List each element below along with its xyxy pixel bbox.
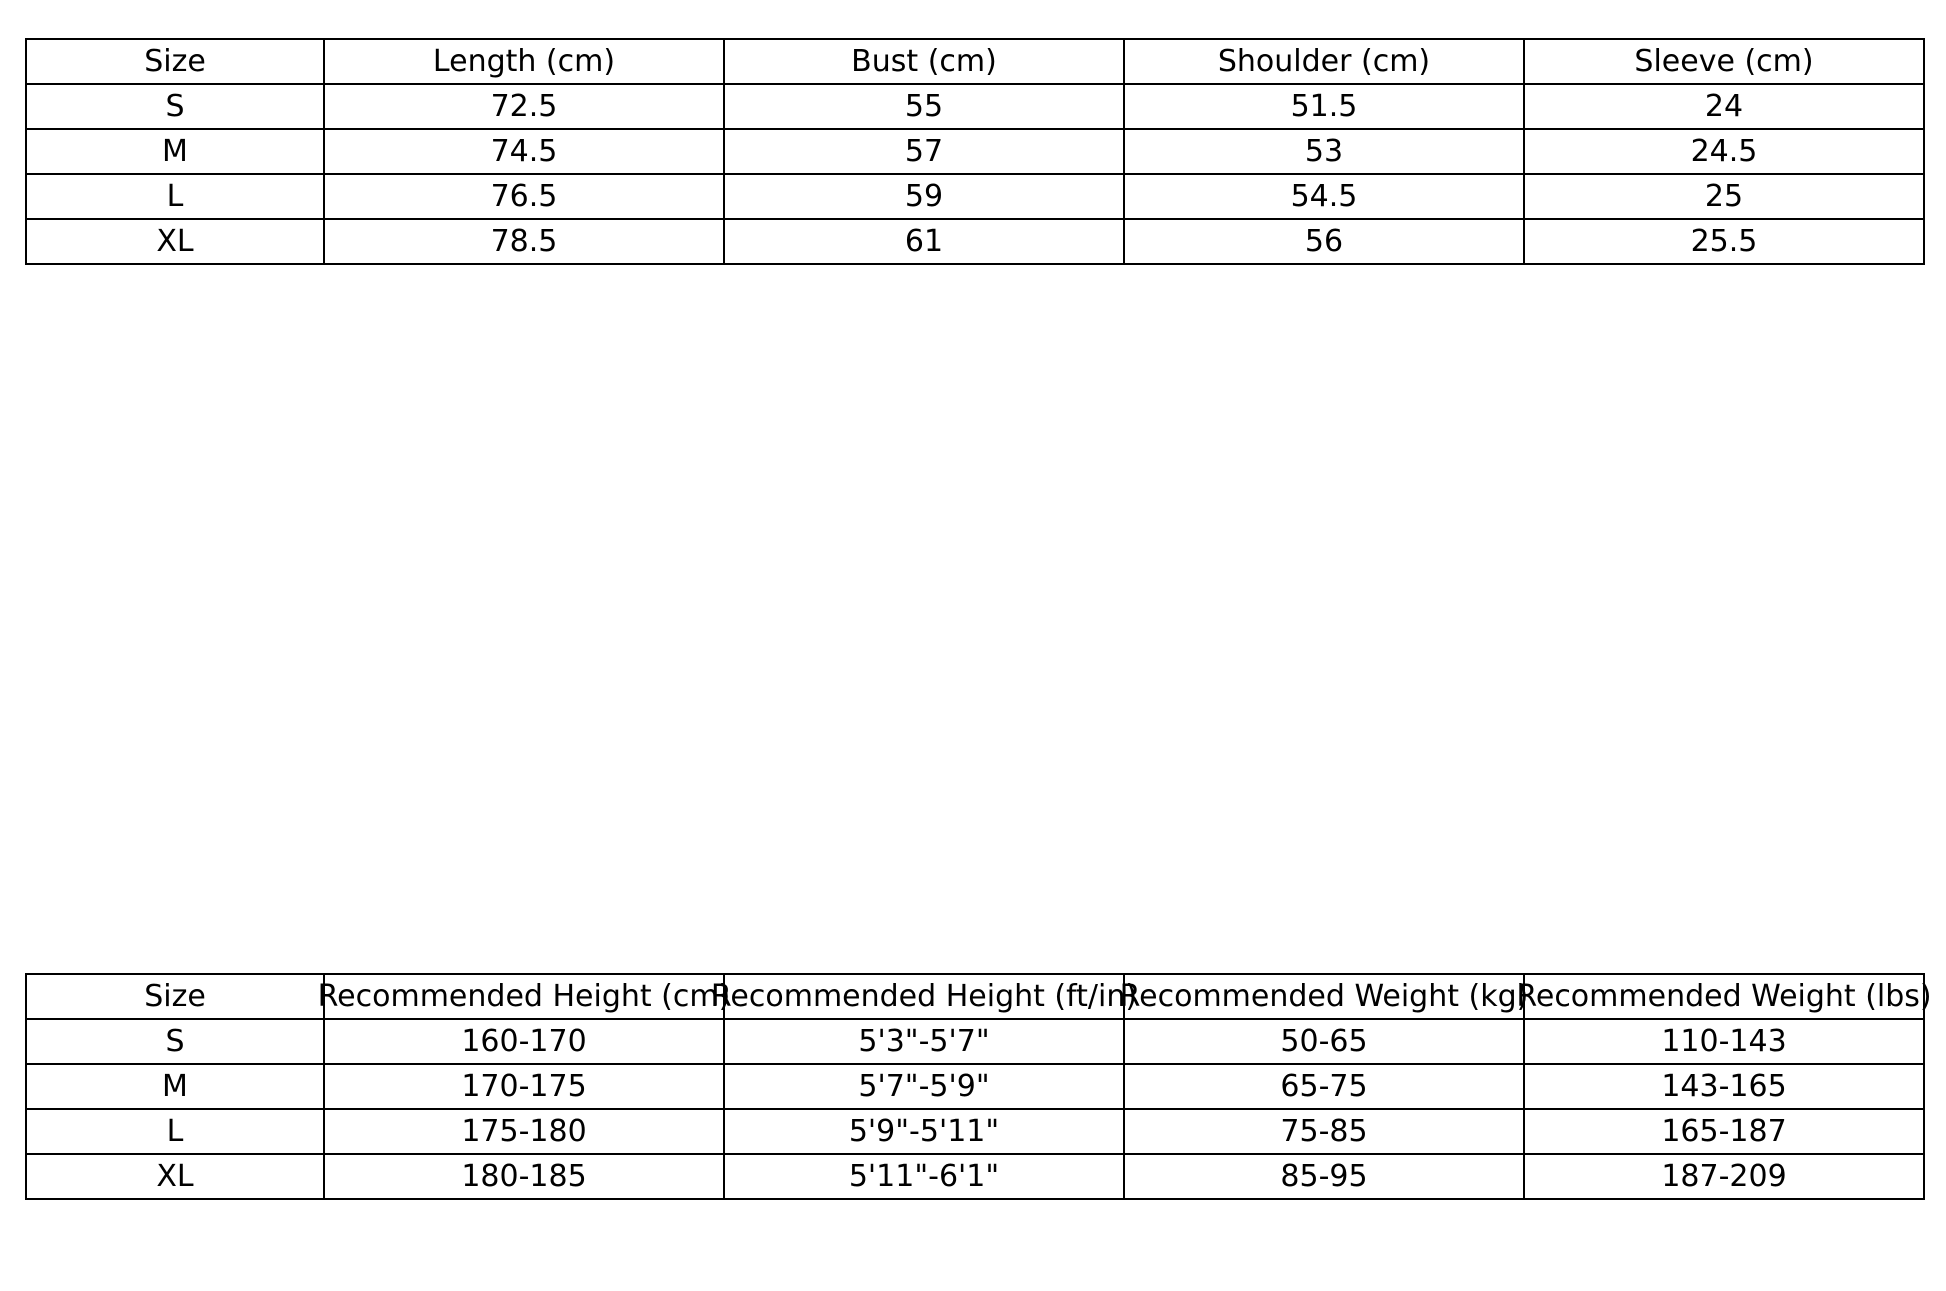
- cell-weight-kg: 50-65: [1124, 1019, 1524, 1064]
- cell-sleeve: 25: [1524, 174, 1924, 219]
- cell-size: M: [26, 129, 324, 174]
- cell-height-ftin: 5'3"-5'7": [724, 1019, 1124, 1064]
- column-header-size-label: Size: [144, 978, 206, 1014]
- column-header-size: [26, 974, 324, 1019]
- cell-bust: 59: [724, 174, 1124, 219]
- column-header-size: Size: [26, 39, 324, 84]
- cell-weight-lbs: 165-187: [1524, 1109, 1924, 1154]
- table-row: [26, 174, 1924, 219]
- cell-size: XL: [26, 219, 324, 264]
- cell-height-ftin: 5'7"-5'9": [724, 1064, 1124, 1109]
- garment-measurements-table: [25, 38, 1925, 265]
- cell-weight-kg: 65-75: [1124, 1064, 1524, 1109]
- column-header-weight-lbs-label: Recommended Weight (lbs): [1516, 978, 1932, 1014]
- column-header-height-ftin-label: Recommended Height (ft/in): [710, 978, 1138, 1014]
- cell-height-cm: 170-175: [324, 1064, 724, 1109]
- cell-bust: 61: [724, 219, 1124, 264]
- column-header-height-cm: [317, 974, 731, 1019]
- cell-shoulder: 53: [1124, 129, 1524, 174]
- cell-weight-kg: 85-95: [1124, 1154, 1524, 1199]
- table-row: [26, 84, 1924, 129]
- column-header-height-ftin: [710, 974, 1138, 1019]
- cell-height-cm: 180-185: [324, 1154, 724, 1199]
- cell-height-ftin: 5'9"-5'11": [724, 1109, 1124, 1154]
- table-row: [26, 219, 1924, 264]
- cell-weight-lbs: 143-165: [1524, 1064, 1924, 1109]
- column-header-shoulder: Shoulder (cm): [1124, 39, 1524, 84]
- cell-shoulder: 54.5: [1124, 174, 1524, 219]
- cell-weight-kg: 75-85: [1124, 1109, 1524, 1154]
- cell-sleeve: 24.5: [1524, 129, 1924, 174]
- table-row: [26, 1154, 1924, 1199]
- cell-size: XL: [26, 1154, 324, 1199]
- cell-bust: 55: [724, 84, 1124, 129]
- column-header-weight-lbs: [1516, 974, 1932, 1019]
- cell-size: S: [26, 84, 324, 129]
- cell-sleeve: 24: [1524, 84, 1924, 129]
- table-header-row: [26, 39, 1924, 84]
- cell-length: 76.5: [324, 174, 724, 219]
- cell-size: M: [26, 1064, 324, 1109]
- cell-size: S: [26, 1019, 324, 1064]
- cell-weight-lbs: 110-143: [1524, 1019, 1924, 1064]
- cell-bust: 57: [724, 129, 1124, 174]
- cell-height-cm: 175-180: [324, 1109, 724, 1154]
- table-row: [26, 1064, 1924, 1109]
- table-row: [26, 1019, 1924, 1064]
- cell-sleeve: 25.5: [1524, 219, 1924, 264]
- column-header-weight-kg: [1119, 974, 1529, 1019]
- table-row: [26, 129, 1924, 174]
- cell-length: 72.5: [324, 84, 724, 129]
- column-header-sleeve: Sleeve (cm): [1524, 39, 1924, 84]
- cell-shoulder: 51.5: [1124, 84, 1524, 129]
- cell-height-cm: 160-170: [324, 1019, 724, 1064]
- column-header-bust: Bust (cm): [724, 39, 1124, 84]
- cell-shoulder: 56: [1124, 219, 1524, 264]
- table-header-row: [26, 974, 1924, 1019]
- cell-length: 74.5: [324, 129, 724, 174]
- column-header-weight-kg-label: Recommended Weight (kg): [1119, 978, 1529, 1014]
- column-header-height-cm-label: Recommended Height (cm): [317, 978, 731, 1014]
- cell-length: 78.5: [324, 219, 724, 264]
- table-row: [26, 1109, 1924, 1154]
- column-header-length: Length (cm): [324, 39, 724, 84]
- cell-size: L: [26, 174, 324, 219]
- cell-weight-lbs: 187-209: [1524, 1154, 1924, 1199]
- recommended-fit-table: [25, 973, 1932, 1200]
- cell-size: L: [26, 1109, 324, 1154]
- cell-height-ftin: 5'11"-6'1": [724, 1154, 1124, 1199]
